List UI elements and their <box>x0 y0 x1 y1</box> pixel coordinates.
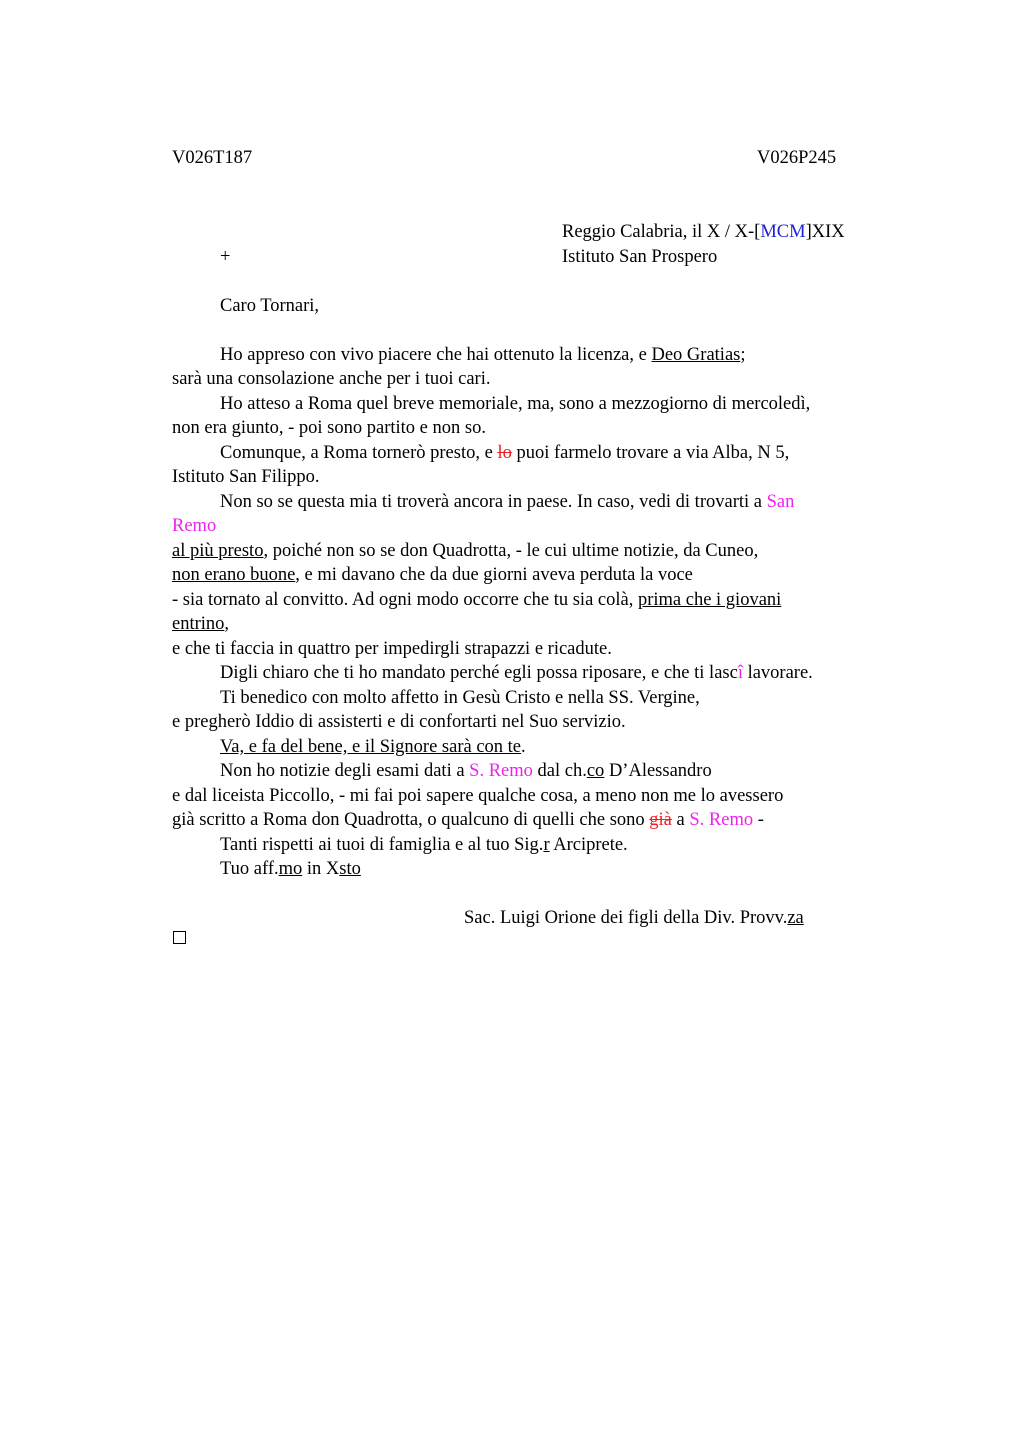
highlighted-char: î <box>737 663 743 683</box>
text-run: Comunque, a Roma tornerò presto, e <box>220 443 498 463</box>
place-date-prefix: Reggio Calabria, il X / X-[ <box>562 222 761 242</box>
body-line <box>220 833 628 858</box>
body-line <box>172 563 693 588</box>
institute-name: Istituto San Prospero <box>562 247 718 267</box>
underlined-text: non erano buone <box>172 565 296 585</box>
body-line: Ti benedico con molto affetto in Gesù Cristo e nella SS. Vergine, <box>220 688 700 708</box>
salutation: Caro Tornari, <box>220 296 320 316</box>
text-run: Tanti rispetti ai tuoi di famiglia e al tuo Sig. <box>220 835 544 855</box>
text-run: dal ch. <box>532 761 587 781</box>
underlined-text: entrino <box>172 614 225 634</box>
underlined-text: sto <box>339 859 361 879</box>
text-run: - sia tornato al convitto. Ad ogni modo occorre che tu sia colà, <box>172 590 638 610</box>
underlined-text: za <box>787 908 804 928</box>
text-run: Non ho notizie degli esami dati a <box>220 761 470 781</box>
text-run: . <box>521 737 526 757</box>
text-run: - <box>753 810 764 830</box>
underlined-text: al più presto <box>172 541 264 561</box>
text-run: Arciprete. <box>549 835 628 855</box>
highlighted-place: San <box>766 492 795 512</box>
body-line <box>172 808 764 833</box>
highlighted-place: Remo <box>172 516 217 536</box>
highlighted-place: S. Remo <box>469 761 533 781</box>
place-date <box>562 220 845 245</box>
text-run: ; <box>740 345 746 365</box>
signature <box>464 906 804 931</box>
body-line: sarà una consolazione anche per i tuoi cari. <box>172 369 491 389</box>
text-run: Tuo aff. <box>220 859 279 879</box>
body-line <box>172 588 781 613</box>
archive-code-left: V026T187 <box>172 148 253 168</box>
text-run: , <box>224 614 230 634</box>
body-line: e che ti faccia in quattro per impedirgli strapazzi e ricadute. <box>172 639 612 659</box>
text-run: Ho appreso con vivo piacere che hai ottenuto la licenza, e <box>220 345 652 365</box>
text-run: in X <box>302 859 340 879</box>
body-line <box>220 441 789 466</box>
body-line <box>220 735 526 760</box>
body-line <box>172 539 758 564</box>
closing-line <box>220 857 361 882</box>
body-line <box>220 343 746 368</box>
text-run: , poiché non so se don Quadrotta, - le cui ultime notizie, da Cuneo, <box>263 541 759 561</box>
empty-box-icon <box>173 931 186 944</box>
underlined-text: Deo Gratias <box>651 345 741 365</box>
text-run: lavorare. <box>742 663 813 683</box>
text-run: già scritto a Roma don Quadrotta, o qualcuno di quelli che sono <box>172 810 650 830</box>
struck-text: lo <box>497 443 512 463</box>
text-run: Digli chiaro che ti ho mandato perché egli possa riposare, e che ti lasc <box>220 663 738 683</box>
body-line: Ho atteso a Roma quel breve memoriale, ma, sono a mezzogiorno di mercoledì, <box>220 394 811 414</box>
underlined-text: r <box>543 835 550 855</box>
body-line <box>220 490 794 515</box>
body-line: e dal liceista Piccollo, - mi fai poi sapere qualche cosa, a meno non me lo avessero <box>172 786 784 806</box>
underlined-text: prima che i giovani <box>637 590 782 610</box>
underlined-text: co <box>586 761 605 781</box>
body-line <box>172 612 229 637</box>
body-line <box>220 661 813 686</box>
body-line <box>220 759 712 784</box>
place-date-mcm: MCM <box>760 222 806 242</box>
body-line: Istituto San Filippo. <box>172 467 320 487</box>
cross-symbol: + <box>220 247 231 267</box>
body-line: e pregherò Iddio di assisterti e di confortarti nel Suo servizio. <box>172 712 626 732</box>
struck-text: già <box>649 810 672 830</box>
underlined-text: Va, e fa del bene, e il Signore sarà con te <box>220 737 522 757</box>
place-date-suffix: ]XIX <box>805 222 845 242</box>
text-run: , e mi davano che da due giorni aveva perduta la voce <box>295 565 693 585</box>
underlined-text: mo <box>278 859 303 879</box>
text-run: Non so se questa mia ti troverà ancora in paese. In caso, vedi di trovarti a <box>220 492 767 512</box>
text-run: a <box>671 810 690 830</box>
text-run: D’Alessandro <box>604 761 712 781</box>
body-line: non era giunto, - poi sono partito e non so. <box>172 418 486 438</box>
archive-code-right: V026P245 <box>757 148 837 168</box>
signature-text: Sac. Luigi Orione dei figli della Div. Provv. <box>464 908 788 928</box>
highlighted-place: S. Remo <box>689 810 754 830</box>
text-run: puoi farmelo trovare a via Alba, N 5, <box>511 443 790 463</box>
